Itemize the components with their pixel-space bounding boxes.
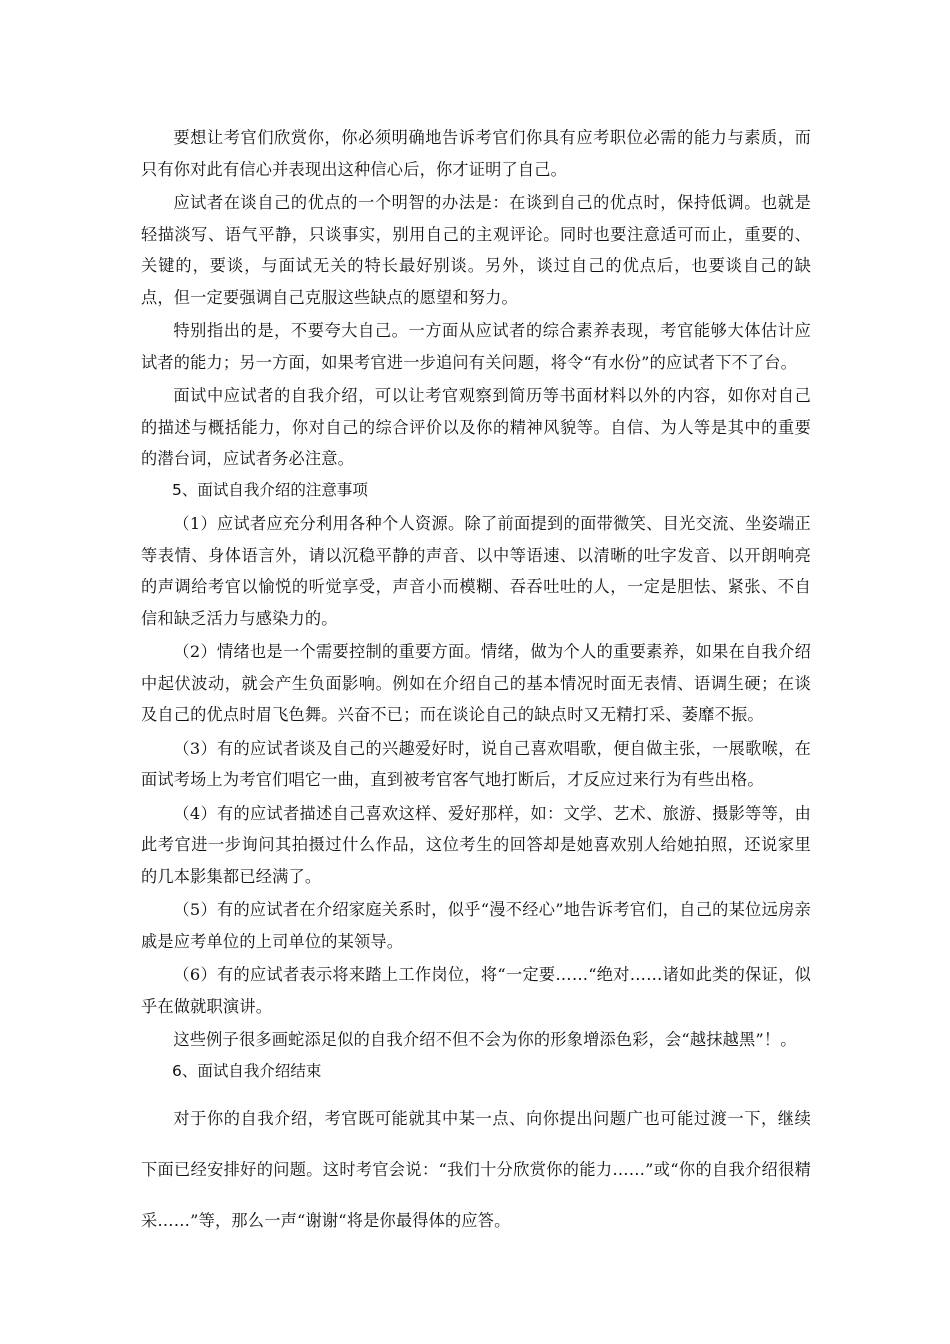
section-heading-6: 6、面试自我介绍结束 xyxy=(172,1061,322,1080)
paragraph-summary: 这些例子很多画蛇添足似的自我介绍不但不会为你的形象增添色彩，会“越抹越黑”！。 xyxy=(173,1030,797,1049)
paragraph-self-intro: 面试中应试者的自我介绍，可以让考官观察到简历等书面材料以外的内容，如你对自己的描述与概括能力，你对自己的综合评价以及你的精神风貌等。自信、为人等是其中的重要的潜台词，应试者务必注意。 xyxy=(141,386,811,468)
paragraph-closing: 对于你的自我介绍，考官既可能就其中某一点、向你提出问题广也可能过渡一下，继续下面已经安排好的问题。这时考官会说：“我们十分欣赏你的能力……”或“你的自我介绍很精采……”等，那么一声“谢谢“将是你最得体的应答。 xyxy=(141,1109,811,1230)
paragraph-strengths: 应试者在谈自己的优点的一个明智的办法是：在谈到自己的优点时，保持低调。也就是轻描淡写、语气平静，只谈事实，别用自己的主观评论。同时也要注意适可而止，重要的、关键的，要谈，与面试无关的特长最好别谈。另外，谈过自己的优点后，也要谈自己的缺点，但一定要强调自己克服这些缺点的愿望和努力。 xyxy=(141,193,811,307)
list-item-6: （6）有的应试者表示将来踏上工作岗位，将“一定要……“绝对……诸如此类的保证，似乎在做就职演讲。 xyxy=(141,965,811,1016)
list-item-4: （4）有的应试者描述自己喜欢这样、爱好那样，如：文学、艺术、旅游、摄影等等，由此考官进一步询问其拍摄过什么作品，这位考生的回答却是她喜欢别人给她拍照，还说家里的几本影集都已经满了。 xyxy=(141,803,811,886)
document-body xyxy=(141,122,811,1246)
paragraph-appreciation: 要想让考官们欣赏你，你必须明确地告诉考官们你具有应考职位必需的能力与素质，而只有你对此有信心并表现出这种信心后，你才证明了自己。 xyxy=(141,128,811,179)
paragraph-no-exaggeration: 特别指出的是，不要夸大自己。一方面从应试者的综合素养表现，考官能够大体估计应试者的能力；另一方面，如果考官进一步追问有关问题，将令“有水份”的应试者下不了台。 xyxy=(141,321,811,372)
list-item-1: （1）应试者应充分利用各种个人资源。除了前面提到的面带微笑、目光交流、坐姿端正等表情、身体语言外，请以沉稳平静的声音、以中等语速、以清晰的吐字发音、以开朗响亮的声调给考官以愉悦的听觉享受，声音小而模糊、吞吞吐吐的人，一定是胆怯、紧张、不自信和缺乏活力与感染力的。 xyxy=(141,514,811,628)
list-item-3: （3）有的应试者谈及自己的兴趣爱好时，说自己喜欢唱歌，便自做主张，一展歌喉，在面试考场上为考官们唱它一曲，直到被考官客气地打断后，才反应过来行为有些出格。 xyxy=(141,738,811,789)
section-heading-5: 5、面试自我介绍的注意事项 xyxy=(172,480,368,499)
list-item-2: （2）情绪也是一个需要控制的重要方面。情绪，做为个人的重要素养，如果在自我介绍中起伏波动，就会产生负面影响。例如在介绍自己的基本情况时面无表情、语调生硬；在谈及自己的优点时眉飞色舞。兴奋不已；而在谈论自己的缺点时又无精打采、萎靡不振。 xyxy=(141,642,811,724)
list-item-5: （5）有的应试者在介绍家庭关系时，似乎“漫不经心”地告诉考官们，自己的某位远房亲戚是应考单位的上司单位的某领导。 xyxy=(141,900,811,951)
